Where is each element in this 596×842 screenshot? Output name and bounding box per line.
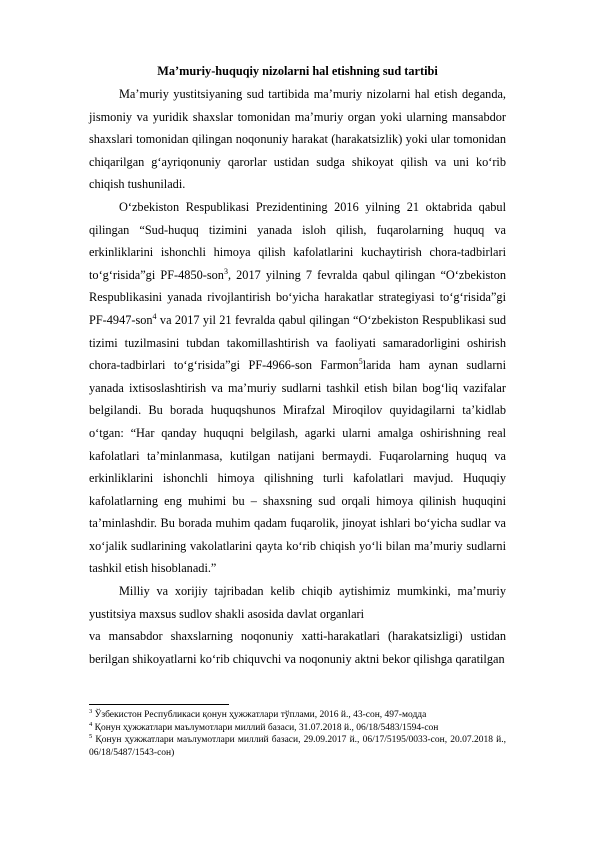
footnotes [89, 709, 506, 759]
paragraph-2-text-b: , 2017 yilning 7 fevralda qabul qilingan “O‘zbekiston Respublikasini yanada rivojlantirish bo‘yicha harakatlar strategiyasi to‘g‘risida”gi PF-4947-son [89, 267, 506, 327]
footnote-text: Ўзбекистон Республикаси қонун ҳужжатлари тўплами, 2016 й., 43-сон, 497-модда [92, 710, 427, 720]
footnote-text: Қонун ҳужжатлари маълумотлари миллий базаси, 29.09.2017 й., 06/17/5195/0033-сон, 20.07.2018 й., 06/18/5487/1543-сон) [89, 735, 506, 758]
paragraph-3-line-1: Milliy va xorijiy tajribadan kelib chiqib aytishimiz mumkinki, ma’muriy yustitsiya maxsus sudlov shakli asosida davlat organlari [89, 584, 506, 621]
footnote-text: Қонун ҳужжатлари маълумотлари миллий базаси, 31.07.2018 й., 06/18/5483/1594-сон [92, 722, 439, 733]
footnote-number: 3 [89, 707, 93, 715]
footnote-divider [89, 704, 229, 705]
footnote-5 [89, 734, 506, 759]
paragraph-2-text-d: larida ham aynan sudlarni yanada ixtisoslashtirish va ma’muriy sudlarni tashkil etish bilan bog‘liq vazifalar belgilandi. Bu borada huquqshunos Mirafzal Miroqilov quyidagilarni ta’kidlab o‘tgan: “Har qanday huquqni belgilash, agarki ularni amalga oshirishning real kafolatlari ta’minlanmasa, kutilgan natijani bermaydi. Fuqarolarning huquq va erkinliklarini ishonchli himoya qilishning turli kafolatlari mavjud. Huquqiy kafolatlarning eng muhimi bu – shaxsning sud orqali himoya qilinish huquqini ta’minlashdir. Bu borada muhim qadam fuqarolik, jinoyat ishlari bo‘yicha sudlar va xo‘jalik sudlarining vakolatlarini qayta ko‘rib chiqish yo‘li bilan ma’muriy sudlarni tashkil etish hisoblanadi.” [89, 358, 506, 576]
footnote-ref-5[interactable]: 5 [358, 357, 363, 367]
footnote-4 [89, 722, 506, 735]
footnote-ref-4[interactable]: 4 [152, 311, 157, 321]
paragraph-1: Ma’muriy yustitsiyaning sud tartibida ma’muriy nizolarni hal etish deganda, jismoniy va yuridik shaxslar tomonidan ma’muriy organ yoki ularning mansabdor shaxslari tomonidan qilingan noqonuniy harakat (harakatsizlik) yoki ular tomonidan chiqarilgan g‘ayriqonuniy qarorlar ustidan sudga shikoyat qilish va uni ko‘rib chiqish tushuniladi. [89, 87, 506, 192]
footnote-number: 5 [89, 733, 93, 741]
section-title: Ma’muriy-huquqiy nizolarni hal etishning sud tartibi [157, 64, 438, 78]
paragraph-3 [89, 580, 506, 670]
paragraph-2-text-c: va 2017 yil 21 fevralda qabul qilingan “O‘zbekiston Respublikasi sud tizimi tuzilmasini tubdan takomillashtirish va faoliyati samaradorligini oshirish chora-tadbirlari to‘g‘risida”gi PF-4966-son Farmon [89, 312, 506, 373]
paragraph-2-text-a: O‘zbekiston Respublikasi Prezidentining 2016 yilning 21 oktabrida qabul qilingan “Sud-huquq tizimini yanada isloh qilish, fuqarolarning huquq va erkinliklarini ishonchli himoya qilish kafolatlarini kuchaytirish chora-tadbirlari to‘g‘risida”gi PF-4850-son [89, 199, 506, 282]
footnote-number: 4 [89, 720, 93, 728]
paragraph-2 [89, 196, 506, 580]
main-text [89, 62, 506, 670]
footnote-3 [89, 709, 506, 722]
footnote-ref-3[interactable]: 3 [223, 266, 228, 276]
paragraph-3-line-2: va mansabdor shaxslarning noqonuniy xatti-harakatlari (harakatsizligi) ustidan berilgan shikoyatlarni ko‘rib chiquvchi va noqonuniy aktni bekor qilishga qaratilgan [89, 629, 506, 666]
